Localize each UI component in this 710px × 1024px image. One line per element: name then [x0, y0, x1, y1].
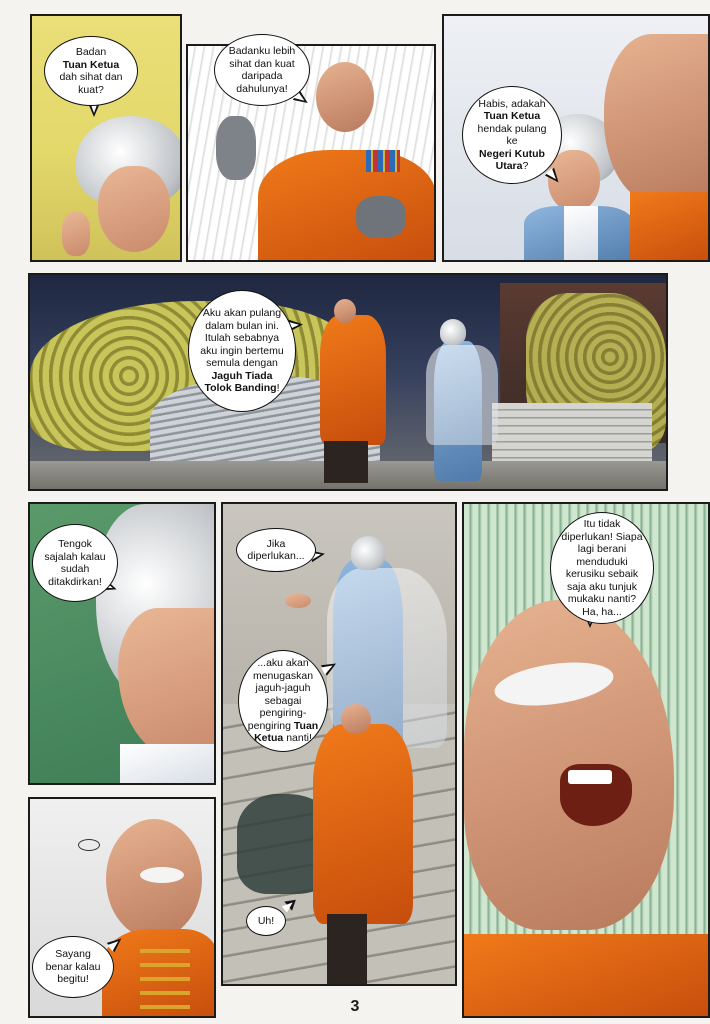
bald-man-boots — [327, 914, 367, 986]
bald-man-coat — [320, 315, 386, 445]
sweat-drop-icon — [78, 839, 100, 851]
speech-bubble-p1: Badan Tuan Ketua dah sihat dan kuat? — [44, 36, 138, 106]
page-number: 3 — [350, 998, 360, 1015]
white-haired-man-coat — [426, 345, 498, 445]
bald-man-coat — [313, 724, 413, 924]
white-collar — [564, 206, 598, 262]
gloved-fist — [356, 196, 406, 238]
speech-bubble-p6-bottom: Uh! — [246, 906, 286, 936]
speech-bubble-p3: Habis, adakah Tuan Ketua hendak pulang ke Negeri Kutub Utara? — [462, 86, 562, 184]
speech-bubble-p5: Tengok sajalah kalau sudah ditakdirkan! — [32, 524, 118, 602]
white-haired-man-head — [351, 536, 385, 570]
white-eyebrow — [140, 867, 184, 883]
white-haired-man-hand — [62, 212, 90, 256]
gloved-hand — [216, 116, 256, 180]
white-haired-man-face — [118, 608, 216, 758]
speech-bubble-p6-mid: ...aku akan menugaskan jaguh-jaguh sebagai pengiring-pengiring Tuan Ketua nanti! — [238, 650, 328, 752]
bald-man-head — [341, 704, 371, 734]
bald-man-head — [334, 299, 356, 323]
speech-bubble-p6-top: Jika diperlukan... — [236, 528, 316, 572]
bald-man-shoulder — [630, 192, 710, 262]
white-haired-man-head — [440, 319, 466, 345]
medals-icon — [366, 150, 400, 172]
speech-bubble-p4: Aku akan pulang dalam bulan ini. Itulah sebabnya aku ingin bertemu semula dengan Jaguh Tiada Tolok Banding! — [188, 290, 296, 412]
bald-man-uniform — [258, 150, 436, 262]
white-collar — [120, 744, 216, 785]
speech-bubble-p8: Sayang benar kalau begitu! — [32, 936, 114, 998]
white-haired-man-face — [98, 166, 170, 252]
panel-4 — [28, 273, 668, 491]
bald-man-head — [316, 62, 374, 132]
bald-man-back-head — [604, 34, 710, 204]
laughing-bald-man-head — [464, 600, 674, 930]
speech-bubble-p2: Badanku lebih sihat dan kuat daripada dahulunya! — [214, 34, 310, 106]
teeth — [568, 770, 612, 784]
white-haired-man-hand — [285, 594, 311, 608]
speech-bubble-p7: Itu tidak diperlukan! Siapa lagi berani menduduki kerusiku sebaik saja aku tunjuk mukaku nanti? Ha, ha... — [550, 512, 654, 624]
bald-man-legs — [324, 441, 368, 483]
